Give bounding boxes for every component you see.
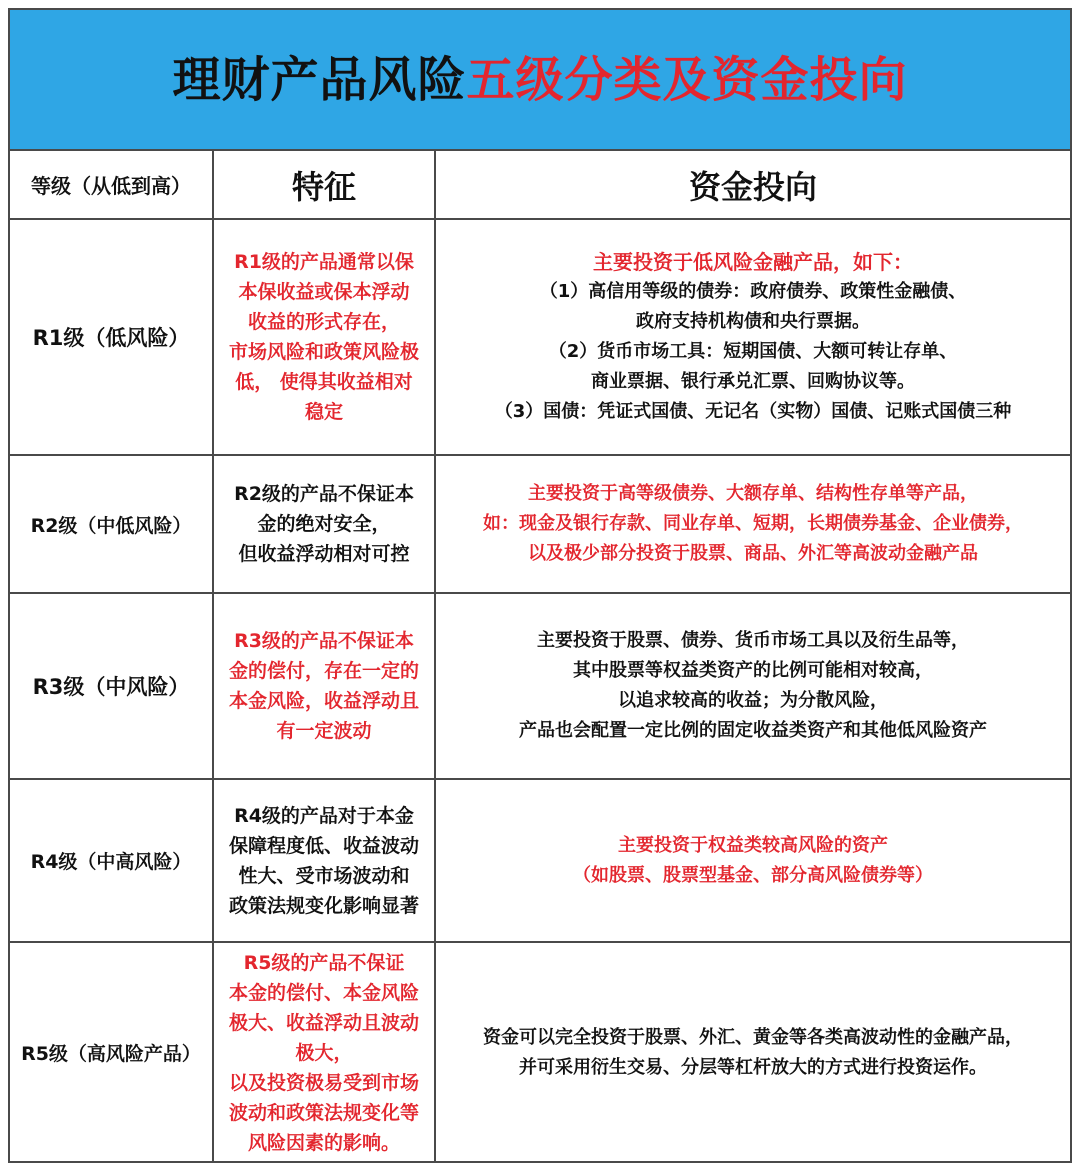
document-frame <box>8 8 1072 1163</box>
level-cell: R1级（低风险） <box>10 219 213 455</box>
investment-line: 如：现金及银行存款、同业存单、短期，长期债券基金、企业债券， <box>483 513 1023 534</box>
feature-cell <box>213 593 435 779</box>
header-level: 等级（从低到高） <box>10 151 213 219</box>
feature-line: R2级的产品不保证本 <box>234 483 414 505</box>
investment-cell <box>435 942 1070 1162</box>
feature-line: R5级的产品不保证 <box>243 951 405 974</box>
investment-line: 主要投资于高等级债券、大额存单、结构性存单等产品， <box>528 483 978 504</box>
investment-cell <box>435 593 1070 779</box>
feature-line: 有一定波动 <box>276 720 372 742</box>
investment-cell <box>435 455 1070 593</box>
feature-line: 波动和政策法规变化等 <box>228 1101 419 1124</box>
investment-line: （1）高信用等级的债券：政府债券、政策性金融债、 <box>539 281 967 302</box>
feature-line: R3级的产品不保证本 <box>234 630 414 652</box>
investment-line: （如股票、股票型基金、部分高风险债券等） <box>573 864 933 886</box>
feature-cell <box>213 779 435 942</box>
table-row <box>10 455 1070 593</box>
feature-line: 以及投资极易受到市场 <box>228 1071 419 1094</box>
investment-line: 政府支持机构债和央行票据。 <box>636 311 870 332</box>
feature-line: 市场风险和政策风险极 <box>228 341 419 363</box>
feature-line: 性大、受市场波动和 <box>238 864 410 887</box>
title-part-3: 资金投向 <box>711 51 908 108</box>
investment-line: 产品也会配置一定比例的固定收益类资产和其他低风险资产 <box>519 720 987 741</box>
feature-line: 本保收益或保本浮动 <box>238 281 410 303</box>
table-row <box>10 779 1070 942</box>
level-cell: R5级（高风险产品） <box>10 942 213 1162</box>
feature-line: R1级的产品通常以保 <box>234 251 414 273</box>
feature-cell <box>213 455 435 593</box>
feature-line: 风险因素的影响。 <box>247 1131 400 1154</box>
title-banner <box>10 10 1070 151</box>
feature-line: 但收益浮动相对可控 <box>238 543 410 565</box>
feature-line: R4级的产品对于本金 <box>234 804 414 827</box>
header-investment: 资金投向 <box>435 151 1070 219</box>
feature-line: 低， 使得其收益相对 <box>235 371 413 393</box>
investment-line: 以追求较高的收益；为分散风险， <box>618 690 888 711</box>
investment-line: 主要投资于股票、债券、货币市场工具以及衍生品等， <box>537 630 969 651</box>
table-row <box>10 593 1070 779</box>
feature-line: 稳定 <box>304 401 343 423</box>
feature-line: 极大、收益浮动且波动 <box>228 1011 419 1034</box>
header-row <box>10 151 1070 219</box>
page-title <box>172 51 908 108</box>
feature-line: 保障程度低、收益波动 <box>228 834 419 857</box>
investment-line: 并可采用衍生交易、分层等杠杆放大的方式进行投资运作。 <box>519 1056 987 1078</box>
feature-line: 本金风险，收益浮动且 <box>228 690 419 712</box>
feature-cell <box>213 942 435 1162</box>
title-part-1: 理财产品风险 <box>172 51 467 108</box>
risk-table <box>10 151 1070 1162</box>
feature-line: 政策法规变化影响显著 <box>228 894 419 917</box>
level-cell: R4级（中高风险） <box>10 779 213 942</box>
feature-line: 金的绝对安全， <box>257 513 391 535</box>
investment-line: 主要投资于权益类较高风险的资产 <box>618 834 888 856</box>
investment-line: （2）货币市场工具：短期国债、大额可转让存单、 <box>548 341 958 362</box>
investment-line: 其中股票等权益类资产的比例可能相对较高， <box>573 660 933 681</box>
level-cell: R3级（中风险） <box>10 593 213 779</box>
feature-line: 极大， <box>295 1041 353 1064</box>
investment-cell <box>435 779 1070 942</box>
investment-line: 商业票据、银行承兑汇票、回购协议等。 <box>591 371 915 392</box>
investment-line: 资金可以完全投资于股票、外汇、黄金等各类高波动性的金融产品， <box>483 1026 1023 1048</box>
feature-line: 收益的形式存在， <box>247 311 400 333</box>
investment-line: （3）国债：凭证式国债、无记名（实物）国债、记账式国债三种 <box>494 401 1012 422</box>
header-feature: 特征 <box>213 151 435 219</box>
feature-line: 本金的偿付、本金风险 <box>228 981 419 1004</box>
table-row <box>10 219 1070 455</box>
title-part-2: 五级分类及 <box>466 51 712 108</box>
feature-cell <box>213 219 435 455</box>
table-row <box>10 942 1070 1162</box>
investment-cell <box>435 219 1070 455</box>
investment-lead: 主要投资于低风险金融产品，如下： <box>593 250 913 274</box>
level-cell: R2级（中低风险） <box>10 455 213 593</box>
investment-line: 以及极少部分投资于股票、商品、外汇等高波动金融产品 <box>528 543 978 564</box>
feature-line: 金的偿付，存在一定的 <box>228 660 419 682</box>
